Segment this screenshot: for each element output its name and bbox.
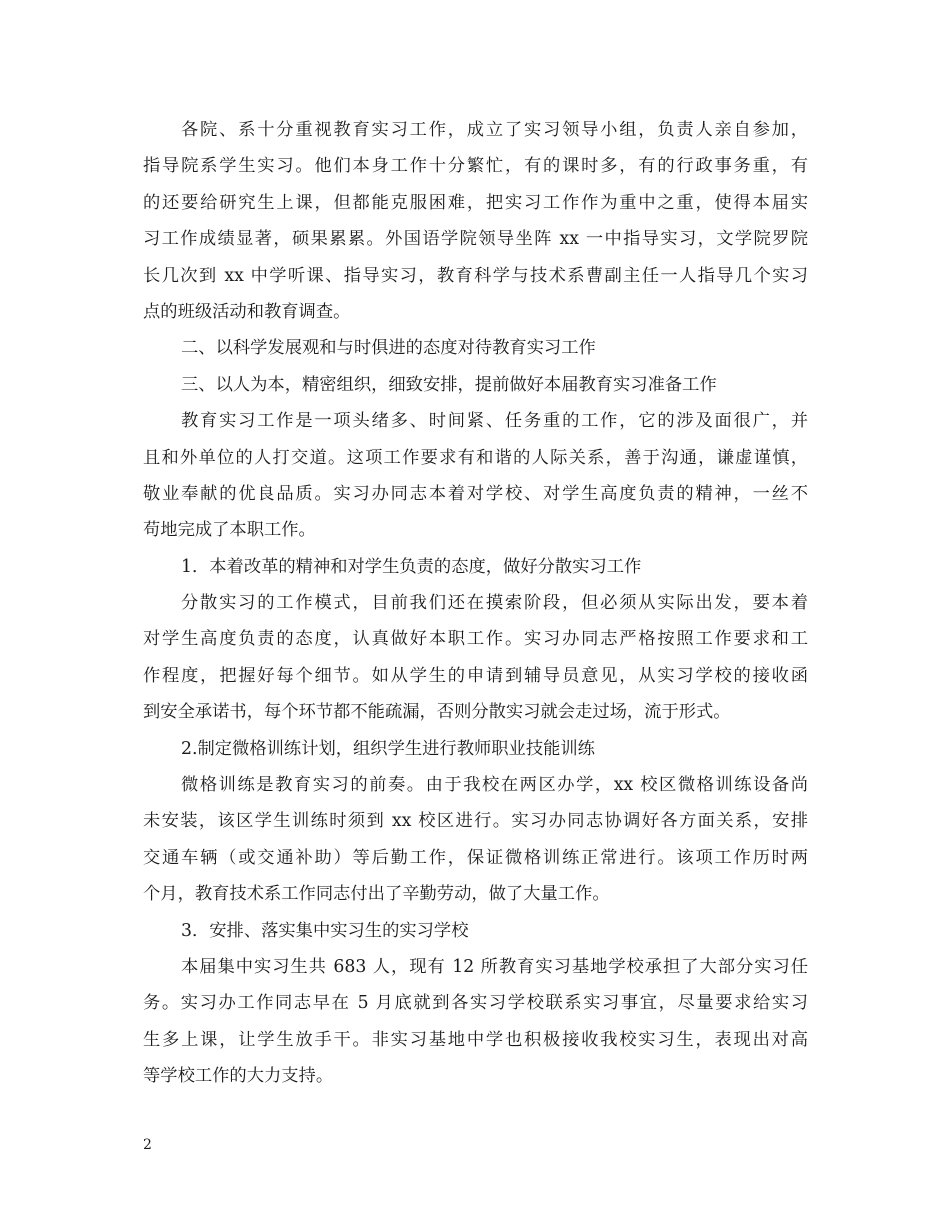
text-line: 敬业奉献的优良品质。实习办同志本着对学校、对学生高度负责的精神，一丝不 xyxy=(143,483,808,504)
text-line: 1．本着改革的精神和对学生负责的态度，做好分散实习工作 xyxy=(181,556,642,577)
text-line: 二、以科学发展观和与时俱进的态度对待教育实习工作 xyxy=(181,338,596,359)
text-line: 点的班级活动和教育调查。 xyxy=(143,301,351,322)
text-line: 未安装，该区学生训练时须到 xx 校区进行。实习办同志协调好各方面关系，安排 xyxy=(143,811,808,832)
text-line: 教育实习工作是一项头绪多、时间紧、任务重的工作，它的涉及面很广，并 xyxy=(181,411,808,432)
text-line: 苟地完成了本职工作。 xyxy=(143,520,316,541)
text-line: 对学生高度负责的态度，认真做好本职工作。实习办同志严格按照工作要求和工 xyxy=(143,629,808,650)
text-line: 个月，教育技术系工作同志付出了辛勤劳动，做了大量工作。 xyxy=(143,884,610,905)
text-line: 习工作成绩显著，硕果累累。外国语学院领导坐阵 xx 一中指导实习，文学院罗院 xyxy=(143,229,808,250)
text-line: 到安全承诺书，每个环节都不能疏漏，否则分散实习就会走过场，流于形式。 xyxy=(143,702,731,723)
text-line: 务。实习办工作同志早在 5 月底就到各实习学校联系实习事宜，尽量要求给实习 xyxy=(143,993,808,1014)
text-line: 三、以人为本，精密组织，细致安排，提前做好本届教育实习准备工作 xyxy=(181,374,717,395)
body-text xyxy=(143,112,808,1095)
text-line: 生多上课，让学生放手干。非实习基地中学也积极接收我校实习生，表现出对高 xyxy=(143,1029,808,1050)
text-line: 交通车辆（或交通补助）等后勤工作，保证微格训练正常进行。该项工作历时两 xyxy=(143,847,808,868)
text-line: 3．安排、落实集中实习生的实习学校 xyxy=(181,920,469,941)
text-line: 2.制定微格训练计划，组织学生进行教师职业技能训练 xyxy=(181,738,595,759)
text-line: 等学校工作的大力支持。 xyxy=(143,1066,334,1087)
page-number: 2 xyxy=(143,1137,152,1153)
text-line: 作程度，把握好每个细节。如从学生的申请到辅导员意见，从实习学校的接收函 xyxy=(143,665,808,686)
text-line: 分散实习的工作模式，目前我们还在摸索阶段，但必须从实际出发，要本着 xyxy=(181,593,808,614)
text-line: 且和外单位的人打交道。这项工作要求有和谐的人际关系，善于沟通，谦虚谨慎， xyxy=(143,447,808,468)
text-line: 各院、系十分重视教育实习工作，成立了实习领导小组，负责人亲自参加， xyxy=(181,120,808,140)
text-line: 长几次到 xx 中学听课、指导实习，教育科学与技术系曹副主任一人指导几个实习 xyxy=(143,265,808,286)
text-line: 本届集中实习生共 683 人，现有 12 所教育实习基地学校承担了大部分实习任 xyxy=(181,956,808,977)
text-line: 微格训练是教育实习的前奏。由于我校在两区办学，xx 校区微格训练设备尚 xyxy=(181,775,808,796)
text-line: 的还要给研究生上课，但都能克服困难，把实习工作作为重中之重，使得本届实 xyxy=(143,192,808,213)
text-line: 指导院系学生实习。他们本身工作十分繁忙，有的课时多，有的行政事务重，有 xyxy=(143,156,808,177)
